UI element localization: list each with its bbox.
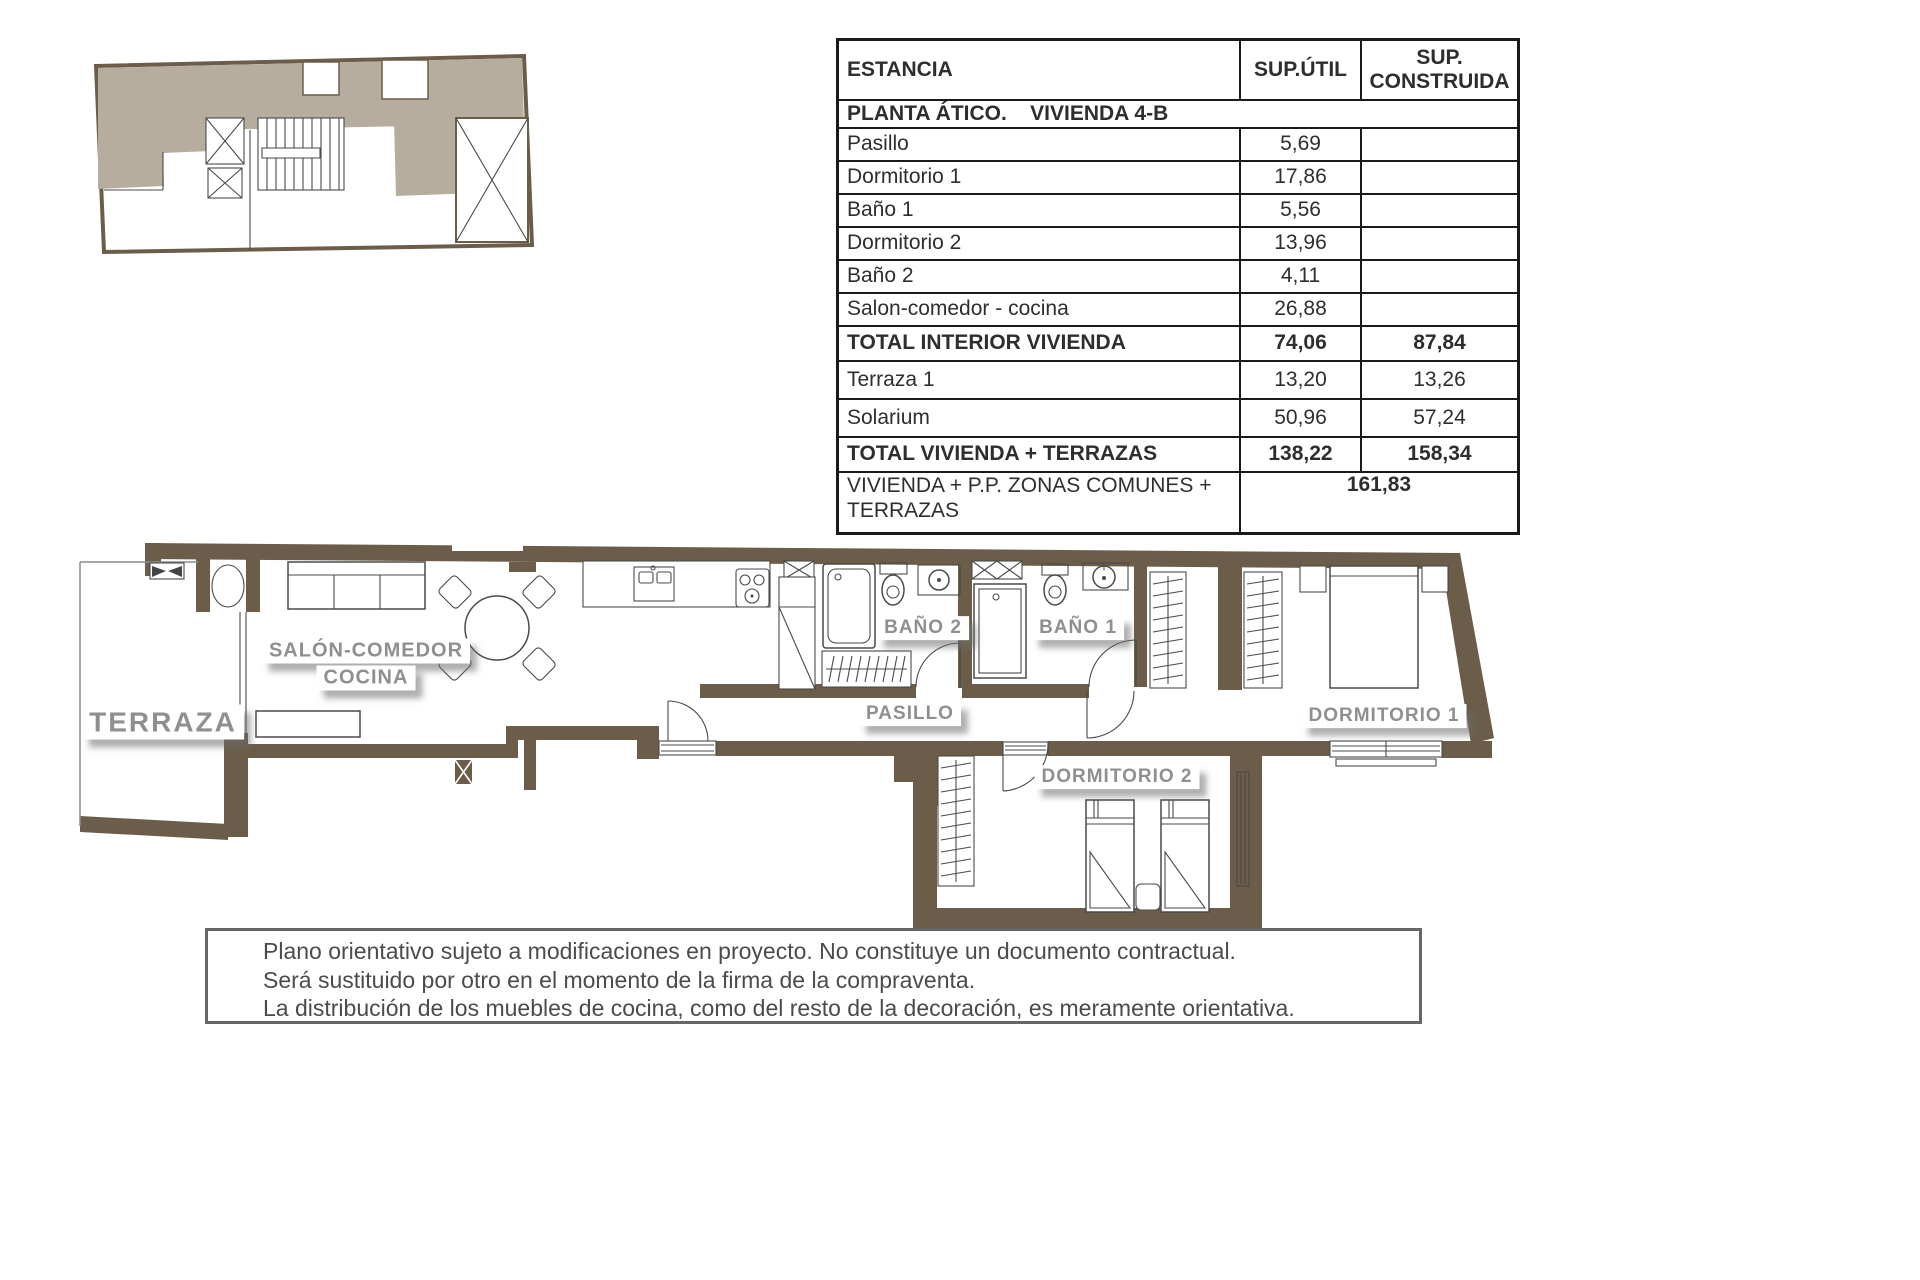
nightstand <box>1422 566 1448 592</box>
toilet <box>1042 564 1068 605</box>
header-sup-util: SUP.ÚTIL <box>1240 40 1361 100</box>
key-plan <box>96 56 532 252</box>
table-row <box>838 399 1519 437</box>
table-row <box>838 361 1519 399</box>
key-plan-room <box>382 60 428 99</box>
window-dormitorio1 <box>1330 741 1442 766</box>
util-value-cell: 5,69 <box>1240 128 1361 161</box>
wardrobe <box>1150 572 1186 688</box>
room-label-dormitorio1: DORMITORIO 1 <box>1302 704 1467 728</box>
terrace-boundary <box>80 562 246 826</box>
room-label-cell: Baño 2 <box>838 260 1241 293</box>
toilet <box>880 563 907 605</box>
table-row <box>838 194 1519 227</box>
main-floor-plan <box>80 543 1494 930</box>
table-row <box>838 128 1519 161</box>
bathtub <box>823 564 875 648</box>
util-value-cell: 26,88 <box>1240 293 1361 326</box>
disclaimer-line: Será sustituido por otro en el momento de la firma de la compraventa. <box>263 966 976 993</box>
table-row <box>838 161 1519 194</box>
single-bed <box>1086 800 1134 912</box>
table-header-row <box>838 40 1519 100</box>
summary-label-cell: VIVIENDA + P.P. ZONAS COMUNES + TERRAZAS <box>838 472 1241 534</box>
room-label-cell: Solarium <box>838 399 1241 437</box>
room-label-terraza: TERRAZA <box>82 705 244 740</box>
room-label-cell: TOTAL VIVIENDA + TERRAZAS <box>838 437 1241 472</box>
kitchen-counter <box>583 561 815 689</box>
elevator-icon <box>206 118 244 198</box>
util-value-cell: 5,56 <box>1240 194 1361 227</box>
room-label-cell: Baño 1 <box>838 194 1241 227</box>
room-label-pasillo: PASILLO <box>859 702 961 726</box>
door-bano1 <box>1089 640 1136 687</box>
util-value-cell: 50,96 <box>1240 399 1361 437</box>
dining-table <box>437 574 556 681</box>
room-label-bano2: BAÑO 2 <box>877 616 969 640</box>
vent-shaft-icon <box>972 561 1022 579</box>
double-bed <box>1300 566 1448 688</box>
room-label-cell: Dormitorio 1 <box>838 161 1241 194</box>
built-value-cell <box>1361 293 1519 326</box>
room-label-cell: Pasillo <box>838 128 1241 161</box>
util-value-cell: 138,22 <box>1240 437 1361 472</box>
room-label-cell: Salon-comedor - cocina <box>838 293 1241 326</box>
util-value-cell: 74,06 <box>1240 326 1361 361</box>
sofa <box>288 562 425 609</box>
room-label-cocina: COCINA <box>317 666 416 691</box>
section-title: PLANTA ÁTICO. VIVIENDA 4-B <box>838 100 1519 128</box>
area-table <box>836 38 1520 535</box>
terrace-table <box>212 565 244 607</box>
built-value-cell <box>1361 227 1519 260</box>
header-sup-construida: SUP. CONSTRUIDA <box>1361 40 1519 100</box>
sideboard <box>256 711 360 737</box>
room-label-salon-comedor: SALÓN-COMEDOR <box>262 639 470 664</box>
vent-shaft-icon <box>784 561 814 579</box>
table-row-total-interior <box>838 326 1519 361</box>
room-label-cell: Dormitorio 2 <box>838 227 1241 260</box>
patio-x-icon <box>456 118 528 242</box>
disclaimer-line: Plano orientativo sujeto a modificaciones en proyecto. No constituye un documento contractual. <box>263 938 1236 964</box>
washbasin <box>918 565 960 595</box>
single-bed <box>1161 800 1209 912</box>
table-row <box>838 227 1519 260</box>
section-row <box>838 100 1519 128</box>
room-label-dormitorio2: DORMITORIO 2 <box>1035 765 1200 789</box>
built-value-cell <box>1361 260 1519 293</box>
table-row-summary <box>838 472 1519 534</box>
room-label-cell: TOTAL INTERIOR VIVIENDA <box>838 326 1241 361</box>
nightstand <box>1136 884 1160 910</box>
nightstand <box>1300 566 1326 592</box>
door-bano2 <box>916 643 960 687</box>
hall-closet <box>822 651 911 687</box>
util-value-cell: 4,11 <box>1240 260 1361 293</box>
built-value-cell <box>1361 161 1519 194</box>
header-estancia: ESTANCIA <box>838 40 1241 100</box>
wardrobe <box>1244 572 1282 688</box>
table-row-total-vivienda <box>838 437 1519 472</box>
stairs-icon <box>258 118 344 190</box>
room-label-bano1: BAÑO 1 <box>1032 616 1124 640</box>
door-threshold <box>659 741 716 755</box>
disclaimer-box <box>205 928 1422 1024</box>
built-value-cell <box>1361 194 1519 227</box>
tall-unit <box>779 577 815 689</box>
washbasin <box>1083 563 1128 590</box>
room-label-cell: Terraza 1 <box>838 361 1241 399</box>
door-salon <box>668 701 708 741</box>
built-value-cell: 57,24 <box>1361 399 1519 437</box>
built-value-cell: 13,26 <box>1361 361 1519 399</box>
table-row <box>838 260 1519 293</box>
key-plan-room <box>303 62 339 95</box>
table-row <box>838 293 1519 326</box>
door-dormitorio1 <box>1087 691 1134 738</box>
shower <box>974 584 1026 678</box>
door-threshold <box>1003 742 1048 755</box>
built-value-cell: 87,84 <box>1361 326 1519 361</box>
wardrobe <box>938 756 974 886</box>
built-value-cell <box>1361 128 1519 161</box>
util-value-cell: 17,86 <box>1240 161 1361 194</box>
pillar-x-icon <box>455 760 472 784</box>
built-value-cell: 158,34 <box>1361 437 1519 472</box>
summary-value-cell: 161,83 <box>1240 472 1519 534</box>
util-value-cell: 13,96 <box>1240 227 1361 260</box>
util-value-cell: 13,20 <box>1240 361 1361 399</box>
disclaimer-line: La distribución de los muebles de cocina, como del resto de la decoración, es meramente orientativa. <box>263 995 1295 1021</box>
